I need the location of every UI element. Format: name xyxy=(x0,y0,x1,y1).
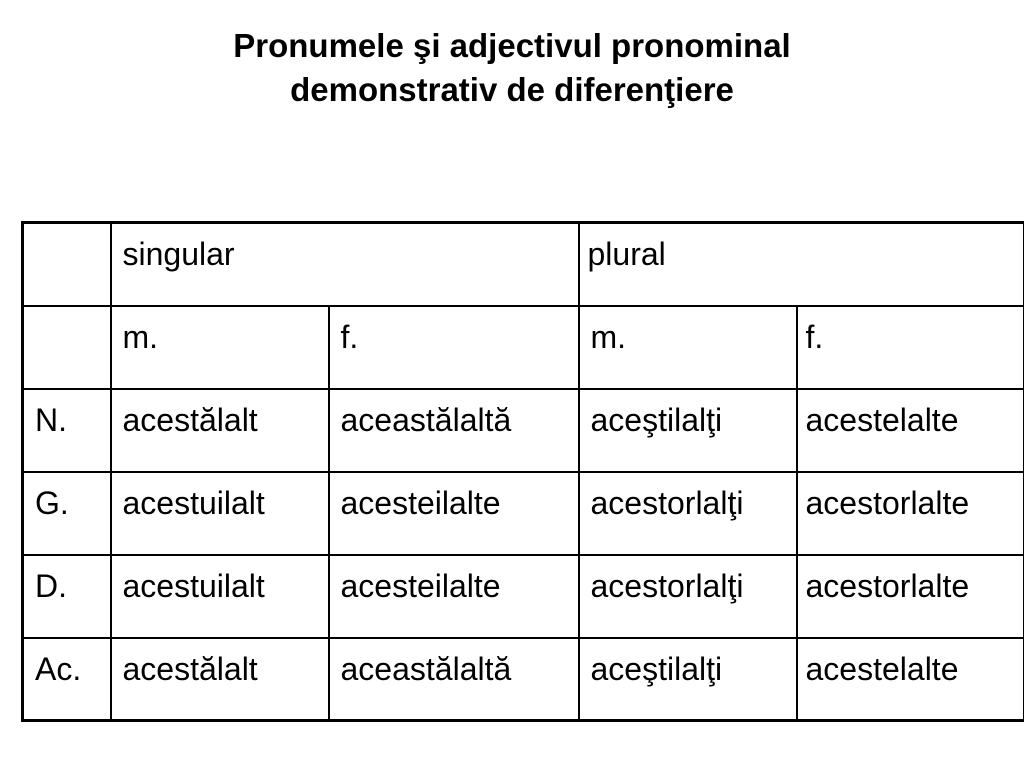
table-cell: acestuilalt xyxy=(111,472,329,555)
table-cell: acestelalte xyxy=(797,638,1024,721)
table-cell: acestălalt xyxy=(111,638,329,721)
table-cell: acestuilalt xyxy=(111,555,329,638)
header-plural-masculine: m. xyxy=(579,306,797,389)
table-row xyxy=(23,389,1024,472)
case-label: G. xyxy=(23,472,111,555)
table-cell: acestorlalte xyxy=(797,472,1024,555)
table-cell: acestălalt xyxy=(111,389,329,472)
table-cell-corner-1 xyxy=(23,223,111,306)
table-cell: acestelalte xyxy=(797,389,1024,472)
table-row xyxy=(23,638,1024,721)
table-cell: acestorlalţi xyxy=(579,472,797,555)
table-row-gender-header xyxy=(23,306,1024,389)
table-row-number-header xyxy=(23,223,1024,306)
case-label: D. xyxy=(23,555,111,638)
table-cell: acesteilalte xyxy=(329,472,579,555)
table-cell: aceştilalţi xyxy=(579,638,797,721)
table-cell: aceştilalţi xyxy=(579,389,797,472)
table-cell-corner-2 xyxy=(23,306,111,389)
slide-title xyxy=(0,24,1024,112)
table-cell: aceastălaltă xyxy=(329,389,579,472)
case-label: Ac. xyxy=(23,638,111,721)
declension-table xyxy=(21,221,1024,722)
table-cell: acestorlalte xyxy=(797,555,1024,638)
table-row xyxy=(23,472,1024,555)
title-line-1: Pronumele şi adjectivul pronominal xyxy=(233,27,791,64)
header-plural: plural xyxy=(579,223,1024,306)
case-label: N. xyxy=(23,389,111,472)
header-singular-feminine: f. xyxy=(329,306,579,389)
title-line-2: demonstrativ de diferenţiere xyxy=(290,71,734,108)
table-cell: acestorlalţi xyxy=(579,555,797,638)
header-plural-feminine: f. xyxy=(797,306,1024,389)
header-singular: singular xyxy=(111,223,579,306)
table-cell: aceastălaltă xyxy=(329,638,579,721)
header-singular-masculine: m. xyxy=(111,306,329,389)
table-row xyxy=(23,555,1024,638)
table-cell: acesteilalte xyxy=(329,555,579,638)
